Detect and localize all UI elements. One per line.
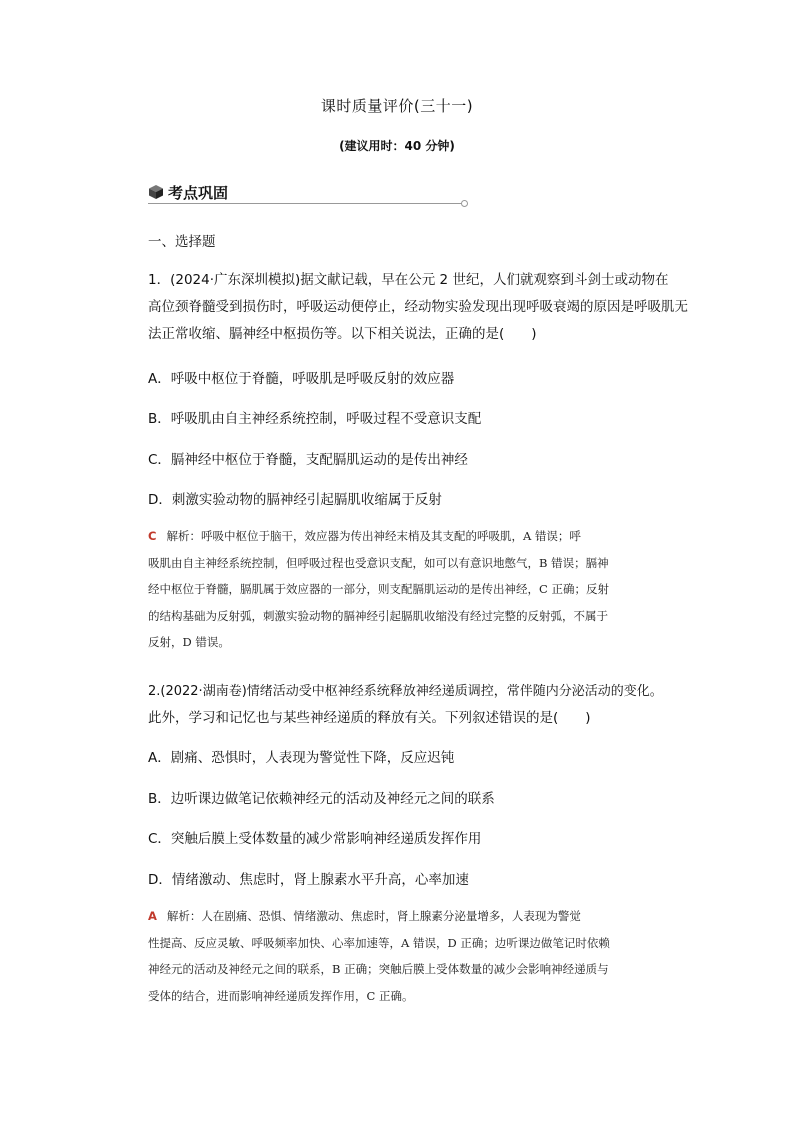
section-header [148,182,466,206]
question-line: 2.(2022·湖南卷)情绪活动受中枢神经系统释放神经递质调控，常伴随内分泌活动的变化。 [148,684,663,699]
analysis-line: 反射，D 错误。 [148,635,230,649]
page-title: 课时质量评价(三十一) [320,97,474,115]
answer-letter: A [148,909,157,923]
analysis-line: 神经元的活动及神经元之间的联系，B 正确；突触后膜上受体数量的减少会影响神经递质与 [148,962,609,976]
analysis-line: 解析：呼吸中枢位于脑干，效应器为传出神经末梢及其支配的呼吸肌，A 错误；呼 [166,529,581,543]
question-1-option-c: C．膈神经中枢位于脊髓，支配膈肌运动的是传出神经 [148,452,468,468]
question-2-option-d: D．情绪激动、焦虑时，肾上腺素水平升高，心率加速 [148,872,469,888]
question-1-stem [148,267,696,348]
cube-icon [148,184,164,200]
question-1-option-a: A．呼吸中枢位于脊髓，呼吸肌是呼吸反射的效应器 [148,371,455,387]
question-line: 1．(2024·广东深圳模拟)据文献记载，早在公元 2 世纪，人们就观察到斗剑士或动物在 [148,272,669,288]
analysis-line: 吸肌由自主神经系统控制，但呼吸过程也受意识支配，如可以有意识地憋气，B 错误；膈神 [148,555,609,570]
section-label: 考点巩固 [168,184,229,202]
question-1-analysis [148,523,696,656]
section-divider [148,203,462,204]
question-1-option-b: B．呼吸肌由自主神经系统控制，呼吸过程不受意识支配 [148,411,482,427]
analysis-line: 受体的结合，进而影响神经递质发挥作用，C 正确。 [148,988,414,1003]
analysis-line: 解析：人在剧痛、恐惧、情绪激动、焦虑时，肾上腺素分泌量增多，人表现为警觉 [166,909,581,923]
question-line: 法正常收缩、膈神经中枢损伤等。以下相关说法，正确的是( ) [148,326,537,342]
question-2-option-c: C．突触后膜上受体数量的减少常影响神经递质发挥作用 [148,831,482,847]
question-2-option-a: A．剧痛、恐惧时，人表现为警觉性下降，反应迟钝 [148,750,455,766]
question-2-analysis [148,903,696,1009]
answer-letter: C [148,529,157,543]
question-line: 此外，学习和记忆也与某些神经递质的释放有关。下列叙述错误的是( ) [148,710,591,726]
divider-end-dot [461,200,468,207]
analysis-line: 经中枢位于脊髓，膈肌属于效应器的一部分，则支配膈肌运动的是传出神经，C 正确；反射 [148,582,609,596]
part-heading: 一、选择题 [148,234,216,250]
question-1-option-d: D．刺激实验动物的膈神经引起膈肌收缩属于反射 [148,492,442,508]
question-2-option-b: B．边听课边做笔记依赖神经元的活动及神经元之间的联系 [148,791,495,807]
page-subtitle: (建议用时：40 分钟) [339,139,455,153]
question-line: 高位颈脊髓受到损伤时，呼吸运动便停止，经动物实验发现出现呼吸衰竭的原因是呼吸肌无 [148,299,688,315]
analysis-line: 的结构基础为反射弧，刺激实验动物的膈神经引起膈肌收缩没有经过完整的反射弧，不属于 [148,608,608,623]
question-2-stem [148,678,696,732]
analysis-line: 性提高、反应灵敏、呼吸频率加快、心率加速等，A 错误，D 正确；边听课边做笔记时依赖 [148,935,610,950]
